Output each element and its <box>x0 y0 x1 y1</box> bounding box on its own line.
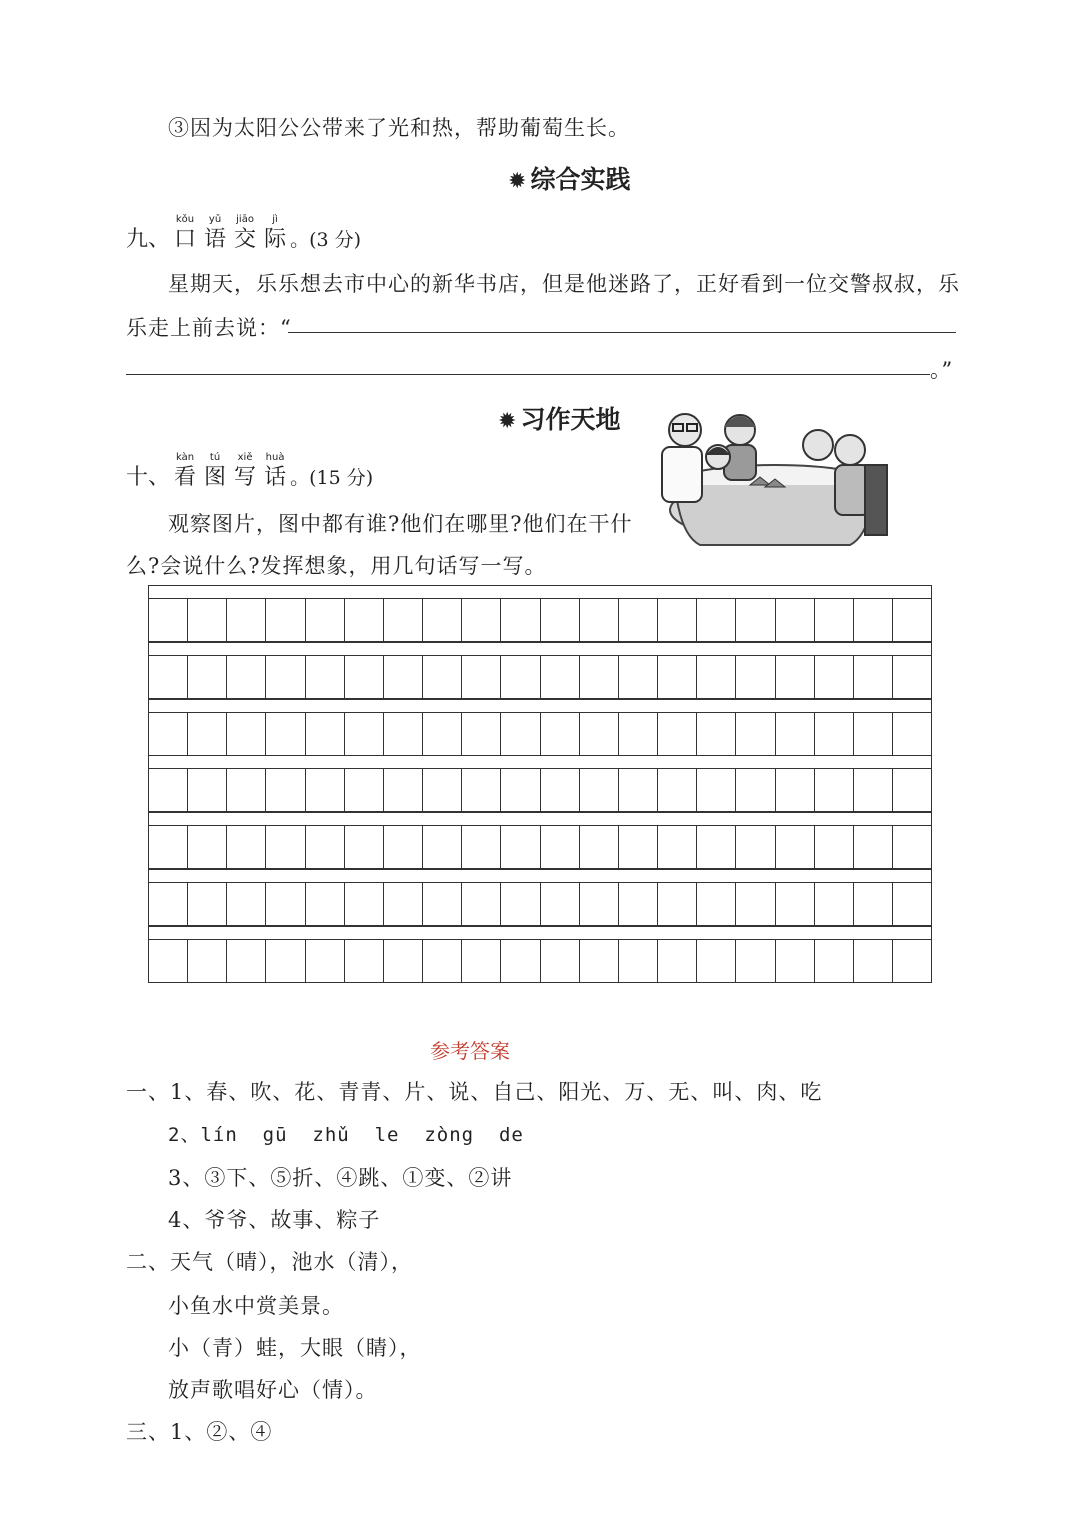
section-heading-practice <box>508 160 630 196</box>
grid-cell[interactable] <box>227 656 266 698</box>
grid-cell[interactable] <box>619 713 658 755</box>
grid-cell[interactable] <box>815 769 854 811</box>
grid-cell[interactable] <box>580 769 619 811</box>
grid-cell[interactable] <box>345 769 384 811</box>
grid-cell[interactable] <box>815 883 854 925</box>
grid-cell[interactable] <box>815 656 854 698</box>
grid-cell[interactable] <box>893 940 931 982</box>
grid-cell[interactable] <box>854 713 893 755</box>
grid-cell[interactable] <box>188 713 227 755</box>
grid-cell[interactable] <box>306 713 345 755</box>
q8-answer-line: ③因为太阳公公带来了光和热，帮助葡萄生长。 <box>168 116 630 140</box>
grid-cell[interactable] <box>893 769 931 811</box>
grid-cell[interactable] <box>854 599 893 641</box>
grid-cell[interactable] <box>384 826 423 868</box>
grid-spacer <box>149 927 931 940</box>
grid-row <box>148 812 932 869</box>
grid-cell[interactable] <box>345 883 384 925</box>
q9-title <box>126 214 361 254</box>
grid-cell[interactable] <box>227 769 266 811</box>
grid-cell[interactable] <box>384 656 423 698</box>
grid-cell[interactable] <box>501 656 540 698</box>
grid-row <box>148 755 932 812</box>
grid-cell[interactable] <box>580 599 619 641</box>
grid-cell[interactable] <box>345 599 384 641</box>
grid-cell[interactable] <box>188 826 227 868</box>
star-icon: ✹ <box>498 409 517 434</box>
grid-cell[interactable] <box>188 940 227 982</box>
grid-cell[interactable] <box>815 940 854 982</box>
grid-cell[interactable] <box>462 769 501 811</box>
grid-cell[interactable] <box>541 769 580 811</box>
answer-blank-line-1[interactable] <box>288 332 956 333</box>
grid-cell[interactable] <box>893 883 931 925</box>
grid-cell[interactable] <box>188 883 227 925</box>
grid-cell[interactable] <box>658 713 697 755</box>
grid-cell[interactable] <box>149 826 188 868</box>
q9-paragraph-line2: 乐走上前去说：“ <box>126 316 292 340</box>
grid-cell[interactable] <box>462 599 501 641</box>
grid-cell[interactable] <box>658 599 697 641</box>
grid-cell[interactable] <box>697 656 736 698</box>
grid-cell[interactable] <box>306 656 345 698</box>
grid-spacer <box>149 756 931 769</box>
grid-cell[interactable] <box>854 940 893 982</box>
grid-cell[interactable] <box>736 713 775 755</box>
grid-cell[interactable] <box>619 599 658 641</box>
grid-cell[interactable] <box>501 599 540 641</box>
grid-cell[interactable] <box>384 599 423 641</box>
ruby-char: xiě 写 <box>234 452 257 490</box>
grid-row <box>148 926 932 983</box>
grid-cell[interactable] <box>619 656 658 698</box>
grid-cell[interactable] <box>149 769 188 811</box>
grid-cell[interactable] <box>580 656 619 698</box>
grid-cell[interactable] <box>423 883 462 925</box>
grid-cell[interactable] <box>345 940 384 982</box>
grid-cell[interactable] <box>462 826 501 868</box>
grid-cell[interactable] <box>619 883 658 925</box>
grid-cell[interactable] <box>736 599 775 641</box>
grid-cell[interactable] <box>462 713 501 755</box>
grid-cell[interactable] <box>736 656 775 698</box>
grid-cell[interactable] <box>697 940 736 982</box>
grid-spacer <box>149 586 931 599</box>
grid-cell[interactable] <box>462 656 501 698</box>
grid-cell[interactable] <box>776 713 815 755</box>
grid-cell[interactable] <box>227 940 266 982</box>
grid-cell[interactable] <box>580 713 619 755</box>
grid-cell[interactable] <box>227 713 266 755</box>
ruby-char: kǒu 口 <box>174 214 197 252</box>
grid-row <box>148 585 932 642</box>
answer-blank-line-2[interactable] <box>126 374 930 375</box>
answer-line: 小鱼水中赏美景。 <box>168 1294 344 1318</box>
grid-row <box>148 869 932 926</box>
answer-line: 三、1、②、④ <box>126 1420 273 1444</box>
grid-cell[interactable] <box>345 713 384 755</box>
grid-cell[interactable] <box>306 940 345 982</box>
grid-cell[interactable] <box>854 826 893 868</box>
grid-cell[interactable] <box>423 826 462 868</box>
grid-cell[interactable] <box>854 883 893 925</box>
grid-row <box>148 642 932 699</box>
grid-cell[interactable] <box>188 599 227 641</box>
grid-cell[interactable] <box>227 599 266 641</box>
section-heading-writing <box>498 400 620 436</box>
grid-cell[interactable] <box>580 940 619 982</box>
grid-cell[interactable] <box>384 883 423 925</box>
grid-cell[interactable] <box>697 883 736 925</box>
grid-cell[interactable] <box>776 826 815 868</box>
grid-cell[interactable] <box>893 713 931 755</box>
answer-line: 一、1、春、吹、花、青青、片、说、自己、阳光、万、无、叫、肉、吃 <box>126 1080 823 1104</box>
grid-cell[interactable] <box>501 769 540 811</box>
ruby-char: jì 际 <box>264 214 287 252</box>
answer-line: 3、③下、⑤折、④跳、①变、②讲 <box>168 1166 513 1190</box>
q10-score: 。(15 分) <box>290 467 374 489</box>
grid-cell[interactable] <box>188 769 227 811</box>
grid-cell[interactable] <box>501 883 540 925</box>
grid-cell[interactable] <box>736 940 775 982</box>
grid-cell[interactable] <box>893 656 931 698</box>
grid-cell[interactable] <box>658 826 697 868</box>
grid-cell[interactable] <box>345 826 384 868</box>
q9-number: 九、 <box>126 227 171 252</box>
grid-cell[interactable] <box>815 826 854 868</box>
grid-cell[interactable] <box>541 826 580 868</box>
answer-line: 小（青）蛙，大眼（睛）， <box>168 1336 422 1360</box>
q10-title <box>126 452 373 492</box>
grid-cell[interactable] <box>423 940 462 982</box>
grid-cell[interactable] <box>306 883 345 925</box>
q10-number: 十、 <box>126 465 171 490</box>
grid-cell[interactable] <box>423 769 462 811</box>
grid-cell[interactable] <box>854 769 893 811</box>
grid-cell[interactable] <box>736 826 775 868</box>
grid-spacer <box>149 643 931 656</box>
ruby-char: yǔ 语 <box>204 214 227 252</box>
grid-cell[interactable] <box>854 656 893 698</box>
grid-cell[interactable] <box>697 826 736 868</box>
grid-cell[interactable] <box>227 826 266 868</box>
grid-cell[interactable] <box>188 656 227 698</box>
grid-cell[interactable] <box>423 656 462 698</box>
q9-paragraph-line1: 星期天，乐乐想去市中心的新华书店，但是他迷路了，正好看到一位交警叔叔，乐 <box>168 272 960 296</box>
answer-line: 2、lín gū zhǔ le zòng de <box>168 1124 524 1146</box>
grid-cell[interactable] <box>423 713 462 755</box>
grid-cell[interactable] <box>697 599 736 641</box>
star-icon: ✹ <box>508 169 527 194</box>
grid-spacer <box>149 870 931 883</box>
grid-cell[interactable] <box>384 940 423 982</box>
grid-cell[interactable] <box>306 599 345 641</box>
grid-cell[interactable] <box>776 599 815 641</box>
grid-spacer <box>149 813 931 826</box>
grid-cell[interactable] <box>619 940 658 982</box>
grid-row <box>148 699 932 756</box>
grid-cell[interactable] <box>501 940 540 982</box>
grid-cell[interactable] <box>462 940 501 982</box>
q9-end-quote: 。” <box>930 358 954 382</box>
grid-cell[interactable] <box>541 883 580 925</box>
grid-cell[interactable] <box>149 883 188 925</box>
section-title: 习作天地 <box>520 405 621 434</box>
grid-cell[interactable] <box>619 769 658 811</box>
grid-cell[interactable] <box>815 713 854 755</box>
grid-cell[interactable] <box>227 883 266 925</box>
q10-instruction-line2: 么?会说什么?发挥想象，用几句话写一写。 <box>126 554 547 578</box>
answer-line: 二、天气（晴），池水（清）， <box>126 1250 413 1274</box>
grid-cell[interactable] <box>697 713 736 755</box>
ruby-char: kàn 看 <box>174 452 197 490</box>
grid-cell[interactable] <box>266 769 305 811</box>
grid-cell[interactable] <box>266 826 305 868</box>
grid-cell[interactable] <box>266 656 305 698</box>
grid-cell[interactable] <box>541 940 580 982</box>
grid-cell[interactable] <box>423 599 462 641</box>
grid-cell[interactable] <box>149 940 188 982</box>
grid-cell[interactable] <box>462 883 501 925</box>
grid-cell[interactable] <box>736 883 775 925</box>
grid-cell[interactable] <box>501 826 540 868</box>
grid-cell[interactable] <box>736 769 775 811</box>
grid-cell[interactable] <box>658 883 697 925</box>
grid-cell[interactable] <box>815 599 854 641</box>
q10-instruction-line1: 观察图片，图中都有谁?他们在哪里?他们在干什 <box>168 512 633 536</box>
grid-cell[interactable] <box>306 826 345 868</box>
q9-score: 。(3 分) <box>290 229 362 251</box>
grid-cell[interactable] <box>776 656 815 698</box>
grid-cell[interactable] <box>384 713 423 755</box>
section-title: 综合实践 <box>530 165 631 194</box>
grid-cell[interactable] <box>266 883 305 925</box>
grid-cell[interactable] <box>501 713 540 755</box>
grid-cell[interactable] <box>149 599 188 641</box>
grid-cell[interactable] <box>266 940 305 982</box>
grid-cell[interactable] <box>619 826 658 868</box>
grid-cell[interactable] <box>658 940 697 982</box>
grid-cell[interactable] <box>149 713 188 755</box>
answer-key-title: 参考答案 <box>430 1039 510 1063</box>
grid-cell[interactable] <box>541 599 580 641</box>
answer-line: 4、爷爷、故事、粽子 <box>168 1208 381 1232</box>
grid-cell[interactable] <box>541 713 580 755</box>
grid-cell[interactable] <box>266 713 305 755</box>
grid-cell[interactable] <box>893 826 931 868</box>
family-dinner-illustration <box>640 405 900 555</box>
grid-cell[interactable] <box>541 656 580 698</box>
grid-cell[interactable] <box>580 826 619 868</box>
grid-cell[interactable] <box>580 883 619 925</box>
grid-cell[interactable] <box>384 769 423 811</box>
grid-cell[interactable] <box>306 769 345 811</box>
grid-cell[interactable] <box>776 769 815 811</box>
grid-cell[interactable] <box>776 883 815 925</box>
ruby-char: huà 话 <box>264 452 287 490</box>
grid-spacer <box>149 700 931 713</box>
grid-cell[interactable] <box>345 656 384 698</box>
grid-cell[interactable] <box>149 656 188 698</box>
ruby-char: jiāo 交 <box>234 214 257 252</box>
grid-cell[interactable] <box>776 940 815 982</box>
answer-line: 放声歌唱好心（情）。 <box>168 1378 378 1402</box>
grid-cell[interactable] <box>266 599 305 641</box>
grid-cell[interactable] <box>697 769 736 811</box>
grid-cell[interactable] <box>893 599 931 641</box>
grid-cell[interactable] <box>658 656 697 698</box>
grid-cell[interactable] <box>658 769 697 811</box>
ruby-char: tú 图 <box>204 452 227 490</box>
